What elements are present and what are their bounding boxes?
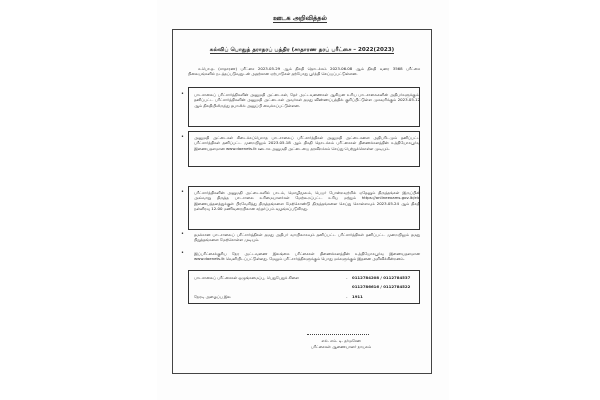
exam-title: கல்விப் பொதுத் தராதரப் பத்திர (சாதாரண தரப் பரீட்சை – 2022(2023) xyxy=(209,47,395,53)
section-timetable: • இப்பரீட்சைக்குரிய நேர அட்டவணை இலங்கை பரீட்சைகள் திணைக்களத்தின் உத்தியோகபூர்வ இணையதளமான www.doenets.lk வெளியிடப்பட்டுள்ளது. மேலும் பரீட்சார்த்திகளுக்கும் பொது மக்களுக்கும் இதனை அறிவிக்கின்றனம். xyxy=(181,250,420,262)
contact-box: பாடசாலைப் பரீட்சைகள் ஒழுங்கமைப்பு, பெறுபேறுக் கிளை - 0112784208 / 0112784537 0112786616 / 0112784522 நேரடி அழைப்பு இல - 1911 xyxy=(188,270,420,304)
intro-paragraph: க.பொ.த. (சாதாரண) பரீட்சை 2023.05.29 ஆம் திகதி தொடக்கம் 2023.06.08 ஆம் திகதி வரை 3568 பரீட்சை நிலையங்களில் நடத்தப்படுவதுடன் அதற்கான ஏற்பாடுகள் தற்போது பூர்த்தி செய்யப்பட்டுள்ளன. xyxy=(188,66,420,77)
section-admission: • பாடசாலைப் பரீட்சார்த்திகளின் அனுமதி அட்டைகள், தேர் அட்டவணைகள் ஆகியன உரிய பாடசாலைகளின் அதிபர்களுக்கும், தனிப்பட்ட பரீட்சார்த்திகளின் அனுமதி அட்டைகள் அவர்கள் தமது விண்ணப்பத்தில் குறிப்பிட்டுள்ள முகவரிக்கும் 2023.05.12 ஆம் திகதியிலிருந்து தபாலில் அனுப்பி வைக்கப்பட்டுள்ளன. xyxy=(181,91,420,108)
bullet-icon: • xyxy=(181,231,184,237)
bullet-icon: • xyxy=(181,91,184,97)
signature-line xyxy=(307,334,369,335)
bullet-icon: • xyxy=(181,134,184,140)
section-corrections: • பரீட்சார்த்திகளின் அனுமதி அட்டைகளில் பாடம், மொழிமூலம், பெயர் போன்றவற்றில் ஏதேனும் திருத்தங்கள் இருப்பின் அவ்வாறு திருத்த பாடசாலை உரிமையாளர்கள் மேற்கூறப்பட்ட உரிய மற்றும் https://onlineexams.gov.lk/eic இணையத்தளத்துக்குள் பிரவேசித்து திருத்தங்களை மேற்கொண்டு திருத்தங்களை செய்து கொள்ளவும் 2023.05.24 ஆம் திகதி நள்ளிரவு 12.00 மணிவரையிலான சந்தர்ப்பம் வழங்கப்படுகிறது. xyxy=(181,189,420,211)
page-title: ஊடக அறிவித்தல் xyxy=(273,14,327,22)
bullet-icon: • xyxy=(181,189,184,195)
bullet-icon: • xyxy=(181,250,184,256)
section-private: • தமக்கான பாடசாலைப் பரீட்சார்த்திகள் தமது அதிபர் வாயிலாகவும் தனிப்பட்ட பரீட்சார்த்திகள் தனிப்பட்ட முறையிலும் தமது நிறுத்தங்களை மேற்கொள்ள முடியும். xyxy=(181,231,420,243)
section-download: • அனுமதி அட்டைகள் கிடைக்கப்பெறாத பாடசாலைப் பரீட்சார்த்திகள் அனுமதி அட்டைகளை அதிபரிடமும் தனிப்பட்ட பரீட்சார்த்திகள் தனிப்பட்ட முறையிலும் 2023.05.18 ஆம் திகதி தொடக்கம் பரீட்சைகள் திணைக்களத்தின் உத்தியோகபூர்வ இணையதளமான www.doenets.lk ஊடாக அனுமதி அட்டையை தரவிறக்கம் செய்து பெற்றுக்கொள்ள முடியும். xyxy=(181,134,420,151)
signatory-name: எல். எம். டி. தர்மசேன xyxy=(321,338,361,343)
signatory-title: பரீட்சைகள் ஆணையாளர் நாயகம் xyxy=(310,344,372,349)
